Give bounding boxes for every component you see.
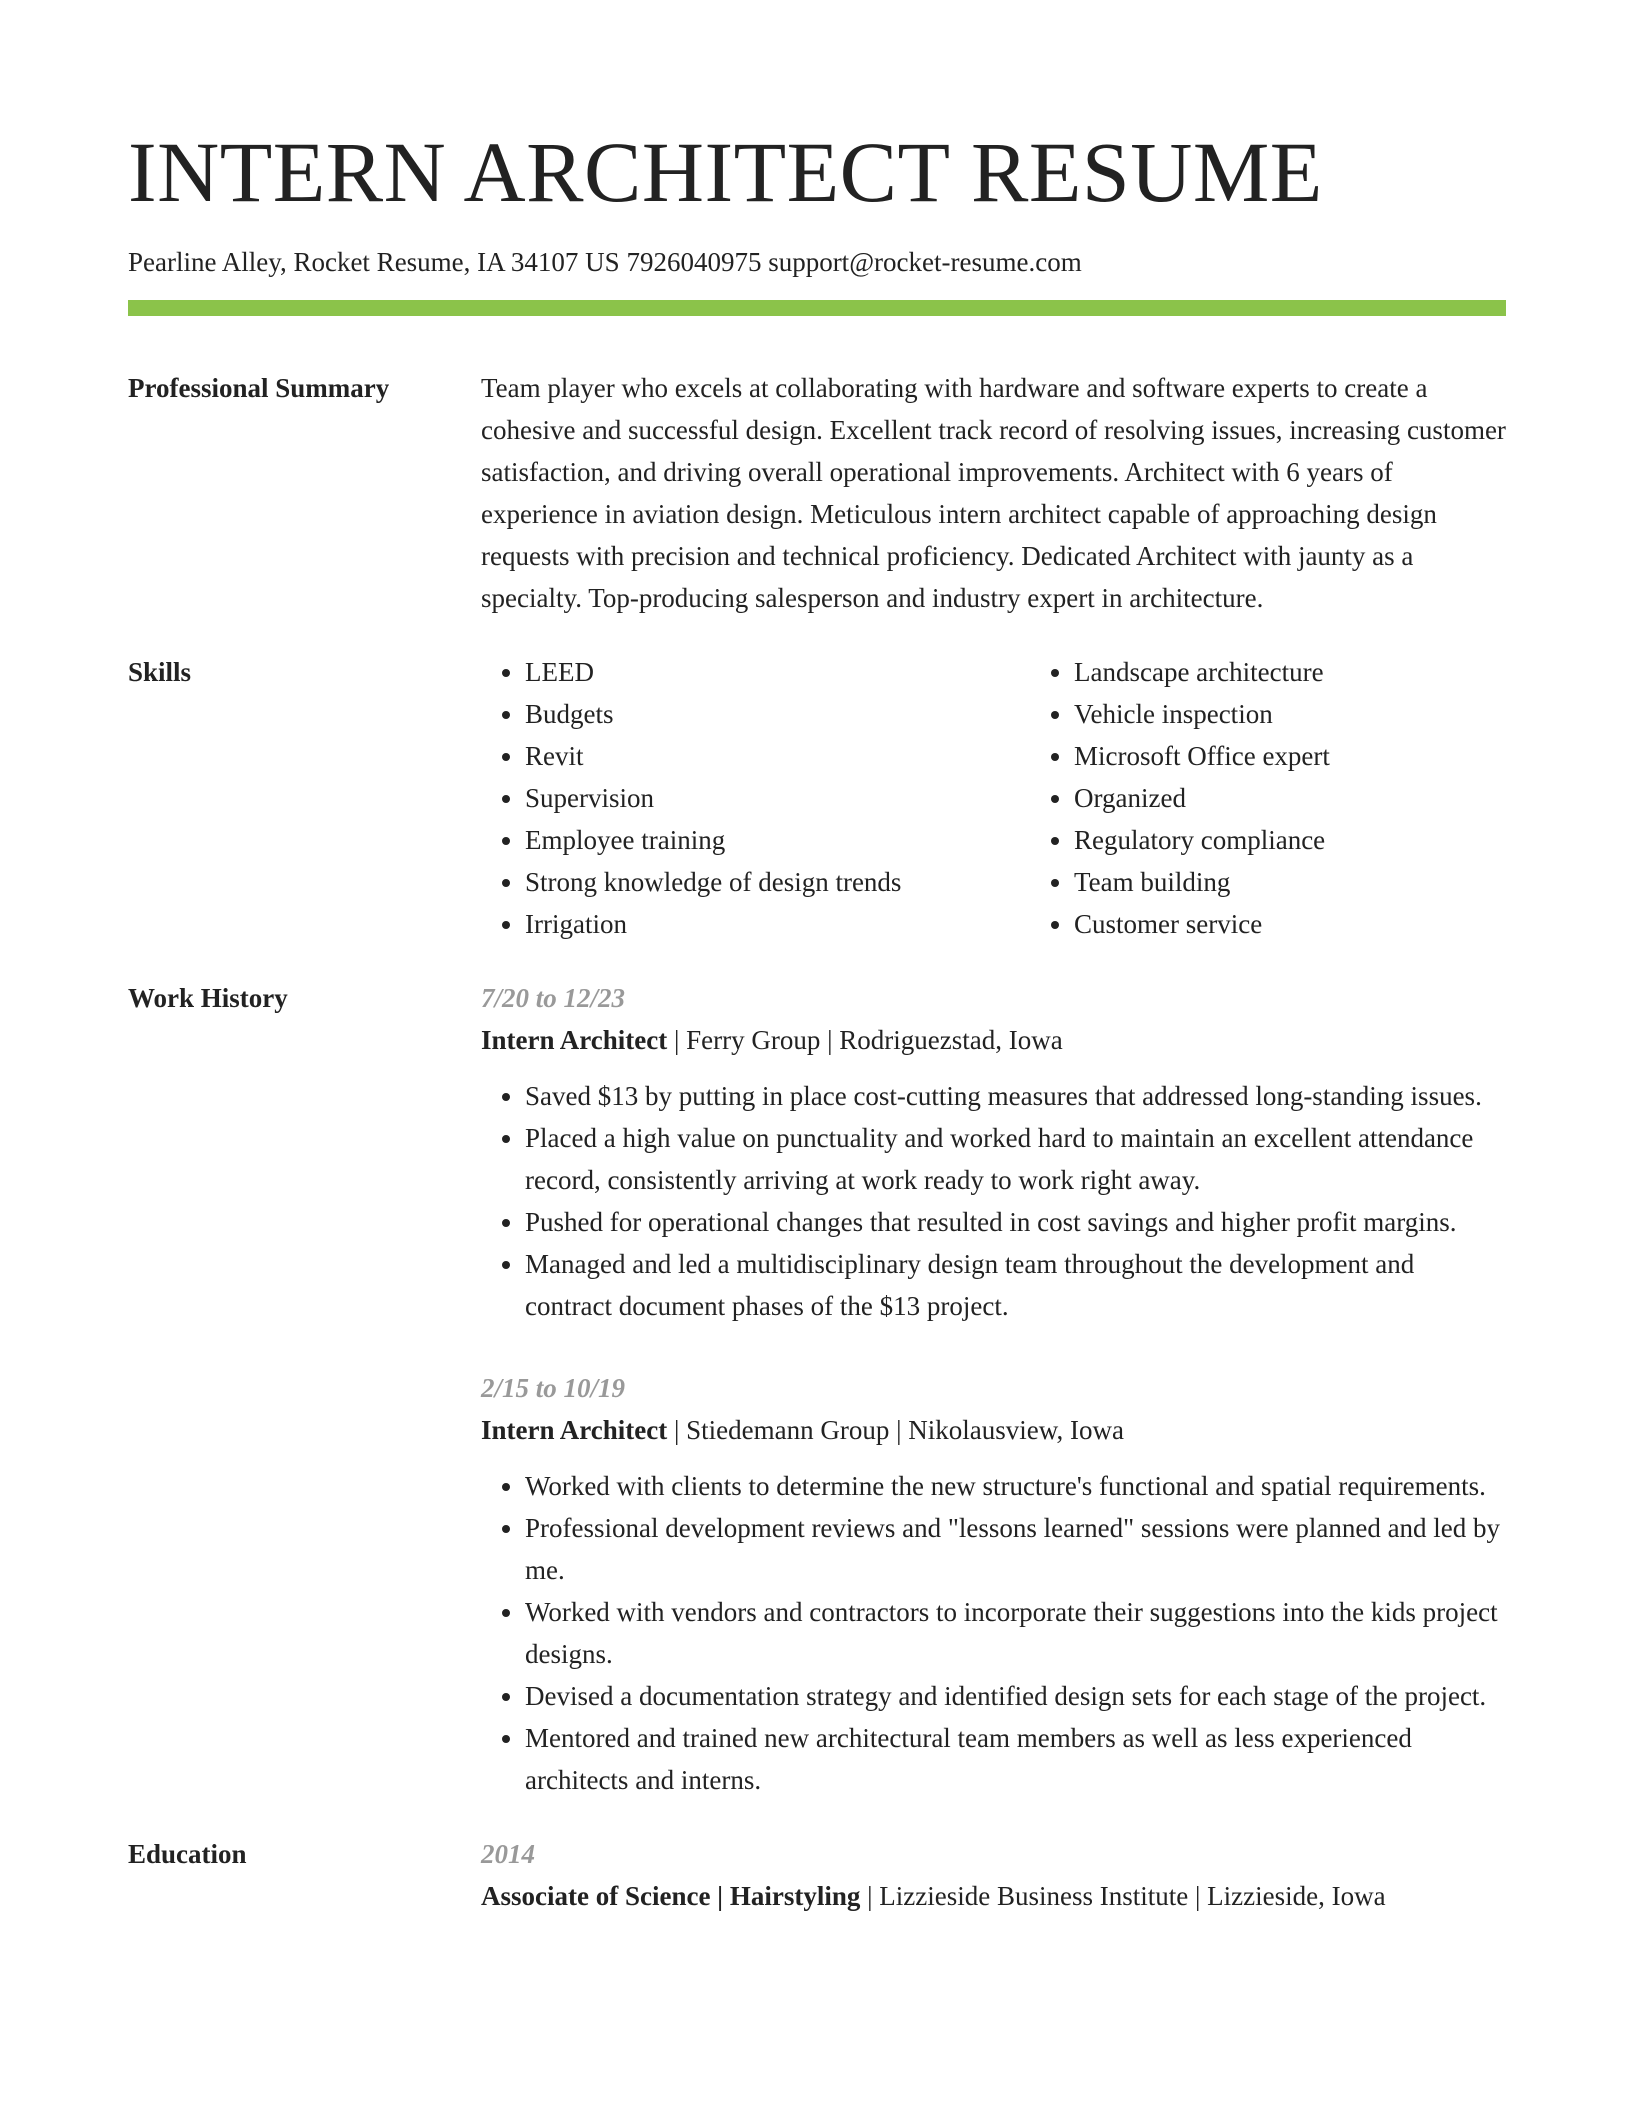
- skill-item: • Supervision: [525, 777, 1030, 819]
- job-bullet: • Professional development reviews and "lessons learned" sessions were planned and led by me.: [525, 1507, 1506, 1591]
- job-role: Intern Architect: [481, 1415, 668, 1445]
- education-year: 2014: [481, 1839, 535, 1869]
- job-bullet: • Worked with vendors and contractors to incorporate their suggestions into the kids project designs.: [525, 1591, 1506, 1675]
- header-divider: [128, 300, 1506, 316]
- skill-item: • LEED: [525, 651, 1030, 693]
- skill-item: • Team building: [1074, 861, 1579, 903]
- skills-list-right: [1030, 651, 1579, 945]
- resume-title: INTERN ARCHITECT RESUME: [128, 124, 1323, 220]
- contact-email: support@rocket-resume.com: [768, 247, 1082, 277]
- job-bullet: • Pushed for operational changes that resulted in cost savings and higher profit margins.: [525, 1201, 1506, 1243]
- skill-item: • Strong knowledge of design trends: [525, 861, 1030, 903]
- job-bullet: • Worked with clients to determine the new structure's functional and spatial requirements.: [525, 1465, 1506, 1507]
- job-bullet: • Managed and led a multidisciplinary design team throughout the development and contract document phases of the $13 project.: [525, 1243, 1506, 1327]
- contact-address: Pearline Alley, Rocket Resume, IA 34107 US: [128, 247, 620, 277]
- skill-item: • Irrigation: [525, 903, 1030, 945]
- skill-item: • Microsoft Office expert: [1074, 735, 1579, 777]
- job-entry: [481, 1367, 1506, 1801]
- resume-page: [128, 0, 1506, 1917]
- skill-item: • Revit: [525, 735, 1030, 777]
- job-dates: 2/15 to 10/19: [481, 1373, 626, 1403]
- job-dates: 7/20 to 12/23: [481, 983, 626, 1013]
- job-bullets: [481, 1075, 1506, 1327]
- skills-section: [128, 651, 1506, 945]
- job-entry: [481, 977, 1506, 1327]
- work-history-section: [128, 977, 1506, 1801]
- summary-heading: Professional Summary: [128, 373, 390, 403]
- skill-item: • Organized: [1074, 777, 1579, 819]
- education-line: [481, 1875, 1506, 1917]
- education-section: [128, 1833, 1506, 1917]
- contact-phone: 7926040975: [626, 247, 762, 277]
- skill-item: • Landscape architecture: [1074, 651, 1579, 693]
- education-degree: Associate of Science | Hairstyling: [481, 1881, 861, 1911]
- job-bullet: • Saved $13 by putting in place cost-cutting measures that addressed long-standing issues.: [525, 1075, 1506, 1117]
- education-heading: Education: [128, 1839, 247, 1869]
- job-bullet: • Mentored and trained new architectural team members as well as less experienced architects and interns.: [525, 1717, 1506, 1801]
- skill-item: • Vehicle inspection: [1074, 693, 1579, 735]
- summary-section: [128, 367, 1506, 619]
- job-details: | Ferry Group | Rodriguezstad, Iowa: [673, 1025, 1063, 1055]
- job-bullets: [481, 1465, 1506, 1801]
- work-history-heading: Work History: [128, 983, 288, 1013]
- skills-heading: Skills: [128, 657, 192, 687]
- job-role-line: [481, 1019, 1506, 1061]
- job-role: Intern Architect: [481, 1025, 668, 1055]
- skill-item: • Regulatory compliance: [1074, 819, 1579, 861]
- skills-list-left: [481, 651, 1030, 945]
- job-bullet: • Placed a high value on punctuality and worked hard to maintain an excellent attendance record, consistently arriving at work ready to work right away.: [525, 1117, 1506, 1201]
- education-details: | Lizzieside Business Institute | Lizzieside, Iowa: [867, 1881, 1386, 1911]
- job-role-line: [481, 1409, 1506, 1451]
- contact-line: [128, 244, 1506, 280]
- summary-text: Team player who excels at collaborating with hardware and software experts to create a cohesive and successful design. Excellent track record of resolving issues, increasing customer satisfaction, and driving overall operational improvements. Architect with 6 years of experience in aviation design. Meticulous intern architect capable of approaching design requests with precision and technical proficiency. Dedicated Architect with jaunty as a specialty. Top-producing salesperson and industry expert in architecture.: [481, 373, 1506, 613]
- skill-item: • Customer service: [1074, 903, 1579, 945]
- skill-item: • Employee training: [525, 819, 1030, 861]
- job-bullet: • Devised a documentation strategy and identified design sets for each stage of the project.: [525, 1675, 1506, 1717]
- skill-item: • Budgets: [525, 693, 1030, 735]
- job-details: | Stiedemann Group | Nikolausview, Iowa: [673, 1415, 1124, 1445]
